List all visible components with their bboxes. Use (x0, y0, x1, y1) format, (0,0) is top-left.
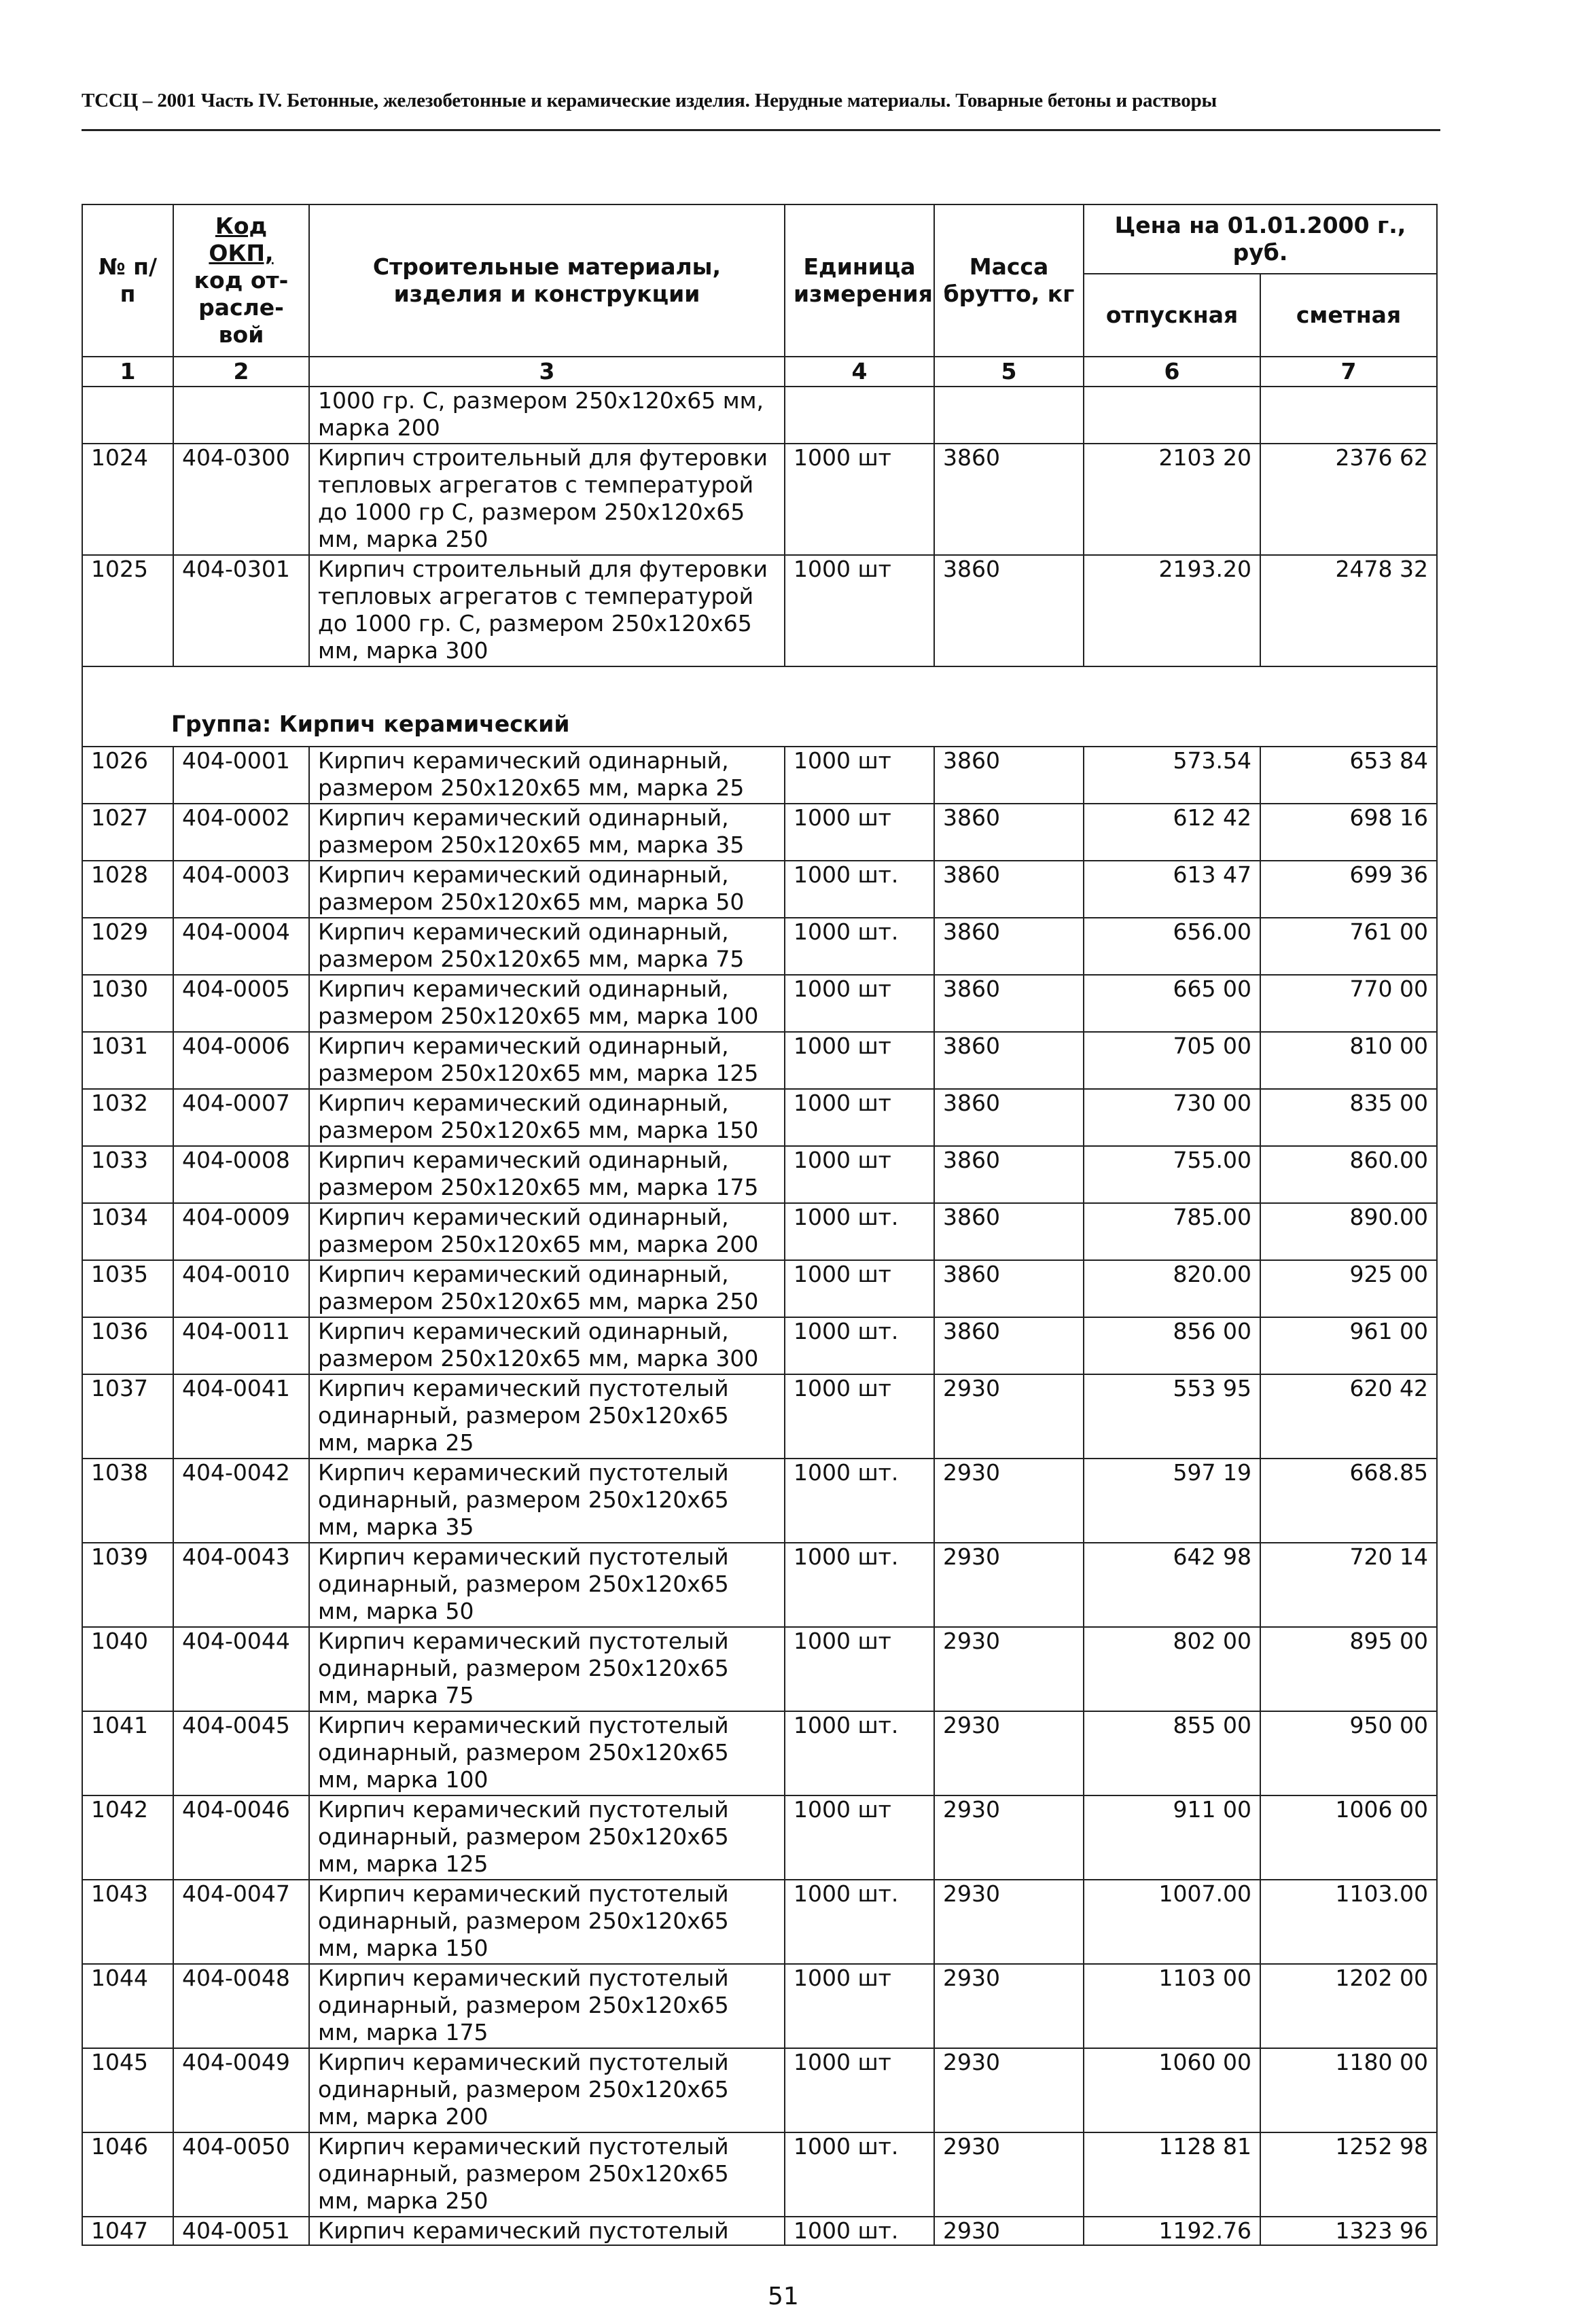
cell-material: Кирпич керамический одинарный, размером 250х120х65 мм, марка 50 (309, 861, 785, 918)
cell-num: 1042 (82, 1795, 173, 1880)
cell-estimate: 698 16 (1260, 804, 1437, 861)
cell-material: Кирпич керамический пустотелый одинарный, размером 250х120х65 мм, марка 200 (309, 2048, 785, 2132)
cell-material: Кирпич керамический одинарный, размером 250х120х65 мм, марка 175 (309, 1146, 785, 1203)
table-row (82, 2217, 1437, 2245)
cell-unit: 1000 шт. (785, 1880, 934, 1964)
cell-code: 404-0009 (173, 1203, 309, 1260)
cell-price: 785.00 (1084, 1203, 1260, 1260)
cell-unit: 1000 шт (785, 555, 934, 666)
table-row (82, 1089, 1437, 1146)
table-row (82, 2048, 1437, 2132)
cell-estimate (1260, 387, 1437, 444)
cell-unit: 1000 шт (785, 1260, 934, 1317)
cell-num: 1040 (82, 1627, 173, 1711)
header-price-release: отпускная (1084, 274, 1260, 357)
cell-mass: 2930 (934, 1964, 1084, 2048)
cell-estimate: 925 00 (1260, 1260, 1437, 1317)
cell-mass: 3860 (934, 747, 1084, 804)
cell-code: 404-0004 (173, 918, 309, 975)
cell-estimate: 2478 32 (1260, 555, 1437, 666)
cell-price: 665 00 (1084, 975, 1260, 1032)
cell-num: 1032 (82, 1089, 173, 1146)
cell-num: 1039 (82, 1543, 173, 1627)
table-row (82, 1032, 1437, 1089)
cell-num: 1024 (82, 444, 173, 555)
cell-mass: 3860 (934, 444, 1084, 555)
cell-material: Кирпич керамический одинарный, размером 250х120х65 мм, марка 150 (309, 1089, 785, 1146)
cell-estimate: 810 00 (1260, 1032, 1437, 1089)
cell-material: Кирпич керамический пустотелый одинарный, размером 250х120х65 мм, марка 175 (309, 1964, 785, 2048)
cell-mass: 3860 (934, 804, 1084, 861)
cell-material: Кирпич керамический пустотелый (309, 2217, 785, 2245)
cell-price: 855 00 (1084, 1711, 1260, 1795)
cell-price: 1103 00 (1084, 1964, 1260, 2048)
cell-num: 1031 (82, 1032, 173, 1089)
table-row (82, 1260, 1437, 1317)
cell-code: 404-0051 (173, 2217, 309, 2245)
cell-unit: 1000 шт. (785, 2217, 934, 2245)
cell-estimate: 1006 00 (1260, 1795, 1437, 1880)
cell-mass: 3860 (934, 861, 1084, 918)
cell-material: Кирпич керамический пустотелый одинарный, размером 250х120х65 мм, марка 25 (309, 1374, 785, 1459)
cell-code: 404-0001 (173, 747, 309, 804)
cell-estimate: 1252 98 (1260, 2132, 1437, 2217)
header-price-group: Цена на 01.01.2000 г., руб. (1084, 204, 1437, 274)
cell-num: 1041 (82, 1711, 173, 1795)
price-table (82, 204, 1438, 2246)
cell-material: Кирпич керамический одинарный, размером 250х120х65 мм, марка 300 (309, 1317, 785, 1374)
cell-price: 573.54 (1084, 747, 1260, 804)
continuation-row (82, 387, 1437, 444)
cell-mass: 2930 (934, 1880, 1084, 1964)
cell-price: 1007.00 (1084, 1880, 1260, 1964)
cell-code: 404-0007 (173, 1089, 309, 1146)
cell-code: 404-0050 (173, 2132, 309, 2217)
cell-unit: 1000 шт. (785, 1459, 934, 1543)
page-number: 51 (768, 2283, 799, 2310)
table-row (82, 1964, 1437, 2048)
cell-estimate: 761 00 (1260, 918, 1437, 975)
group-row (82, 666, 1437, 747)
cell-num: 1038 (82, 1459, 173, 1543)
table-row (82, 1795, 1437, 1880)
cell-estimate: 895 00 (1260, 1627, 1437, 1711)
table-row (82, 1627, 1437, 1711)
cell-price: 612 42 (1084, 804, 1260, 861)
cell-estimate: 835 00 (1260, 1089, 1437, 1146)
header-code-line1: Код (215, 213, 268, 239)
cell-code: 404-0300 (173, 444, 309, 555)
cell-estimate: 699 36 (1260, 861, 1437, 918)
cell-mass: 3860 (934, 1089, 1084, 1146)
cell-price: 1192.76 (1084, 2217, 1260, 2245)
cell-num: 1035 (82, 1260, 173, 1317)
cell-mass: 2930 (934, 2217, 1084, 2245)
cell-estimate: 890.00 (1260, 1203, 1437, 1260)
cell-unit: 1000 шт. (785, 1317, 934, 1374)
cell-material: Кирпич керамический пустотелый одинарный, размером 250х120х65 мм, марка 150 (309, 1880, 785, 1964)
cell-price: 820.00 (1084, 1260, 1260, 1317)
cell-price (1084, 387, 1260, 444)
cell-material: Кирпич керамический одинарный, размером 250х120х65 мм, марка 35 (309, 804, 785, 861)
cell-mass: 3860 (934, 975, 1084, 1032)
cell-num: 1034 (82, 1203, 173, 1260)
cell-mass: 2930 (934, 1459, 1084, 1543)
cell-price: 755.00 (1084, 1146, 1260, 1203)
column-number: 4 (785, 357, 934, 387)
cell-num: 1045 (82, 2048, 173, 2132)
cell-code: 404-0003 (173, 861, 309, 918)
cell-mass: 3860 (934, 1032, 1084, 1089)
cell-mass: 2930 (934, 2132, 1084, 2217)
table-row (82, 444, 1437, 555)
table-row (82, 1374, 1437, 1459)
cell-estimate: 1323 96 (1260, 2217, 1437, 2245)
cell-price: 730 00 (1084, 1089, 1260, 1146)
header-row (82, 204, 1437, 274)
cell-material: Кирпич керамический пустотелый одинарный, размером 250х120х65 мм, марка 125 (309, 1795, 785, 1880)
cell-mass: 2930 (934, 1374, 1084, 1459)
cell-code (173, 387, 309, 444)
cell-unit: 1000 шт (785, 2048, 934, 2132)
cell-material: Кирпич керамический пустотелый одинарный, размером 250х120х65 мм, марка 250 (309, 2132, 785, 2217)
cell-estimate: 770 00 (1260, 975, 1437, 1032)
cell-code: 404-0042 (173, 1459, 309, 1543)
column-number: 6 (1084, 357, 1260, 387)
cell-code: 404-0008 (173, 1146, 309, 1203)
cell-price: 642 98 (1084, 1543, 1260, 1627)
cell-material: Кирпич строительный для футеровки тепловых агрегатов с температурой до 1000 гр С, размером 250х120х65 мм, марка 250 (309, 444, 785, 555)
cell-mass (934, 387, 1084, 444)
cell-num: 1043 (82, 1880, 173, 1964)
cell-num: 1044 (82, 1964, 173, 2048)
table-row (82, 747, 1437, 804)
cell-num: 1026 (82, 747, 173, 804)
cell-unit: 1000 шт (785, 1964, 934, 2048)
table-row (82, 975, 1437, 1032)
cell-estimate: 1103.00 (1260, 1880, 1437, 1964)
cell-mass: 3860 (934, 1146, 1084, 1203)
table-row (82, 1203, 1437, 1260)
cell-mass: 2930 (934, 2048, 1084, 2132)
cell-num: 1025 (82, 555, 173, 666)
cell-unit: 1000 шт. (785, 1543, 934, 1627)
cell-code: 404-0041 (173, 1374, 309, 1459)
cell-num: 1030 (82, 975, 173, 1032)
cell-unit: 1000 шт (785, 804, 934, 861)
cell-code: 404-0045 (173, 1711, 309, 1795)
cell-unit: 1000 шт. (785, 1203, 934, 1260)
cell-material: Кирпич керамический пустотелый одинарный, размером 250х120х65 мм, марка 100 (309, 1711, 785, 1795)
cell-code: 404-0301 (173, 555, 309, 666)
cell-price: 1128 81 (1084, 2132, 1260, 2217)
header-code-line2: ОКП, (209, 240, 274, 266)
cell-unit: 1000 шт (785, 1032, 934, 1089)
cell-unit: 1000 шт (785, 747, 934, 804)
cell-num: 1037 (82, 1374, 173, 1459)
cell-mass: 2930 (934, 1711, 1084, 1795)
cell-code: 404-0044 (173, 1627, 309, 1711)
cell-price: 1060 00 (1084, 2048, 1260, 2132)
cell-price: 856 00 (1084, 1317, 1260, 1374)
cell-material: Кирпич керамический одинарный, размером 250х120х65 мм, марка 25 (309, 747, 785, 804)
cell-material: Кирпич керамический одинарный, размером 250х120х65 мм, марка 75 (309, 918, 785, 975)
cell-unit: 1000 шт (785, 1795, 934, 1880)
cell-material: Кирпич керамический одинарный, размером 250х120х65 мм, марка 125 (309, 1032, 785, 1089)
cell-mass: 3860 (934, 1260, 1084, 1317)
cell-price: 911 00 (1084, 1795, 1260, 1880)
cell-code: 404-0002 (173, 804, 309, 861)
cell-estimate: 1180 00 (1260, 2048, 1437, 2132)
cell-estimate: 950 00 (1260, 1711, 1437, 1795)
header-code (173, 204, 309, 357)
cell-mass: 3860 (934, 1317, 1084, 1374)
cell-price: 553 95 (1084, 1374, 1260, 1459)
cell-unit: 1000 шт. (785, 2132, 934, 2217)
cell-num: 1033 (82, 1146, 173, 1203)
cell-estimate: 1202 00 (1260, 1964, 1437, 2048)
cell-mass: 3860 (934, 555, 1084, 666)
cell-unit: 1000 шт (785, 1374, 934, 1459)
column-number: 2 (173, 357, 309, 387)
header-material: Строительные материалы, изделия и конструкции (309, 204, 785, 357)
cell-unit: 1000 шт (785, 1089, 934, 1146)
cell-estimate: 961 00 (1260, 1317, 1437, 1374)
cell-unit: 1000 шт (785, 1146, 934, 1203)
cell-mass: 2930 (934, 1543, 1084, 1627)
table-row (82, 804, 1437, 861)
header-num: № п/п (82, 204, 173, 357)
table-row (82, 1146, 1437, 1203)
header-price-estimate: сметная (1260, 274, 1437, 357)
cell-material: Кирпич керамический пустотелый одинарный, размером 250х120х65 мм, марка 75 (309, 1627, 785, 1711)
cell-code: 404-0043 (173, 1543, 309, 1627)
cell-code: 404-0010 (173, 1260, 309, 1317)
table-row (82, 1317, 1437, 1374)
cell-code: 404-0011 (173, 1317, 309, 1374)
cell-num: 1028 (82, 861, 173, 918)
cell-unit: 1000 шт. (785, 918, 934, 975)
cell-estimate: 860.00 (1260, 1146, 1437, 1203)
cell-num: 1027 (82, 804, 173, 861)
cell-price: 802 00 (1084, 1627, 1260, 1711)
cell-estimate: 668.85 (1260, 1459, 1437, 1543)
column-number-row (82, 357, 1437, 387)
table-row (82, 555, 1437, 666)
cell-price: 613 47 (1084, 861, 1260, 918)
table-row (82, 1711, 1437, 1795)
cell-num: 1047 (82, 2217, 173, 2245)
cell-material: Кирпич керамический пустотелый одинарный, размером 250х120х65 мм, марка 50 (309, 1543, 785, 1627)
column-number: 7 (1260, 357, 1437, 387)
cell-code: 404-0006 (173, 1032, 309, 1089)
cell-estimate: 720 14 (1260, 1543, 1437, 1627)
cell-material: Кирпич керамический одинарный, размером 250х120х65 мм, марка 250 (309, 1260, 785, 1317)
cell-unit: 1000 шт (785, 975, 934, 1032)
cell-num (82, 387, 173, 444)
table-row (82, 1543, 1437, 1627)
cell-unit: 1000 шт (785, 1627, 934, 1711)
header-mass: Масса брутто, кг (934, 204, 1084, 357)
table-row (82, 2132, 1437, 2217)
cell-mass: 2930 (934, 1795, 1084, 1880)
cell-unit: 1000 шт. (785, 861, 934, 918)
cell-code: 404-0048 (173, 1964, 309, 2048)
cell-mass: 3860 (934, 1203, 1084, 1260)
group-label: Группа: Кирпич керамический (82, 666, 1437, 747)
cell-code: 404-0046 (173, 1795, 309, 1880)
cell-unit (785, 387, 934, 444)
cell-material: Кирпич керамический одинарный, размером 250х120х65 мм, марка 100 (309, 975, 785, 1032)
header-rule (82, 129, 1440, 131)
cell-price: 597 19 (1084, 1459, 1260, 1543)
running-header: ТССЦ – 2001 Часть IV. Бетонные, железобетонные и керамические изделия. Нерудные материалы. Товарные бетоны и растворы (82, 90, 1217, 111)
cell-code: 404-0005 (173, 975, 309, 1032)
header-unit: Единица измерения (785, 204, 934, 357)
cell-price: 2193.20 (1084, 555, 1260, 666)
cell-material: Кирпич строительный для футеровки тепловых агрегатов с температурой до 1000 гр. С, размером 250х120х65 мм, марка 300 (309, 555, 785, 666)
cell-price: 2103 20 (1084, 444, 1260, 555)
cell-code: 404-0049 (173, 2048, 309, 2132)
cell-mass: 3860 (934, 918, 1084, 975)
cell-material: 1000 гр. С, размером 250х120х65 мм, марка 200 (309, 387, 785, 444)
cell-price: 705 00 (1084, 1032, 1260, 1089)
column-number: 3 (309, 357, 785, 387)
cell-price: 656.00 (1084, 918, 1260, 975)
cell-unit: 1000 шт. (785, 1711, 934, 1795)
table-row (82, 861, 1437, 918)
column-number: 1 (82, 357, 173, 387)
cell-num: 1036 (82, 1317, 173, 1374)
cell-mass: 2930 (934, 1627, 1084, 1711)
cell-estimate: 620 42 (1260, 1374, 1437, 1459)
cell-estimate: 653 84 (1260, 747, 1437, 804)
cell-material: Кирпич керамический пустотелый одинарный, размером 250х120х65 мм, марка 35 (309, 1459, 785, 1543)
table-row (82, 918, 1437, 975)
table-row (82, 1459, 1437, 1543)
column-number: 5 (934, 357, 1084, 387)
cell-num: 1029 (82, 918, 173, 975)
cell-unit: 1000 шт (785, 444, 934, 555)
cell-estimate: 2376 62 (1260, 444, 1437, 555)
cell-material: Кирпич керамический одинарный, размером 250х120х65 мм, марка 200 (309, 1203, 785, 1260)
table-row (82, 1880, 1437, 1964)
cell-code: 404-0047 (173, 1880, 309, 1964)
cell-num: 1046 (82, 2132, 173, 2217)
header-code-line3: код от-расле-вой (194, 267, 289, 348)
